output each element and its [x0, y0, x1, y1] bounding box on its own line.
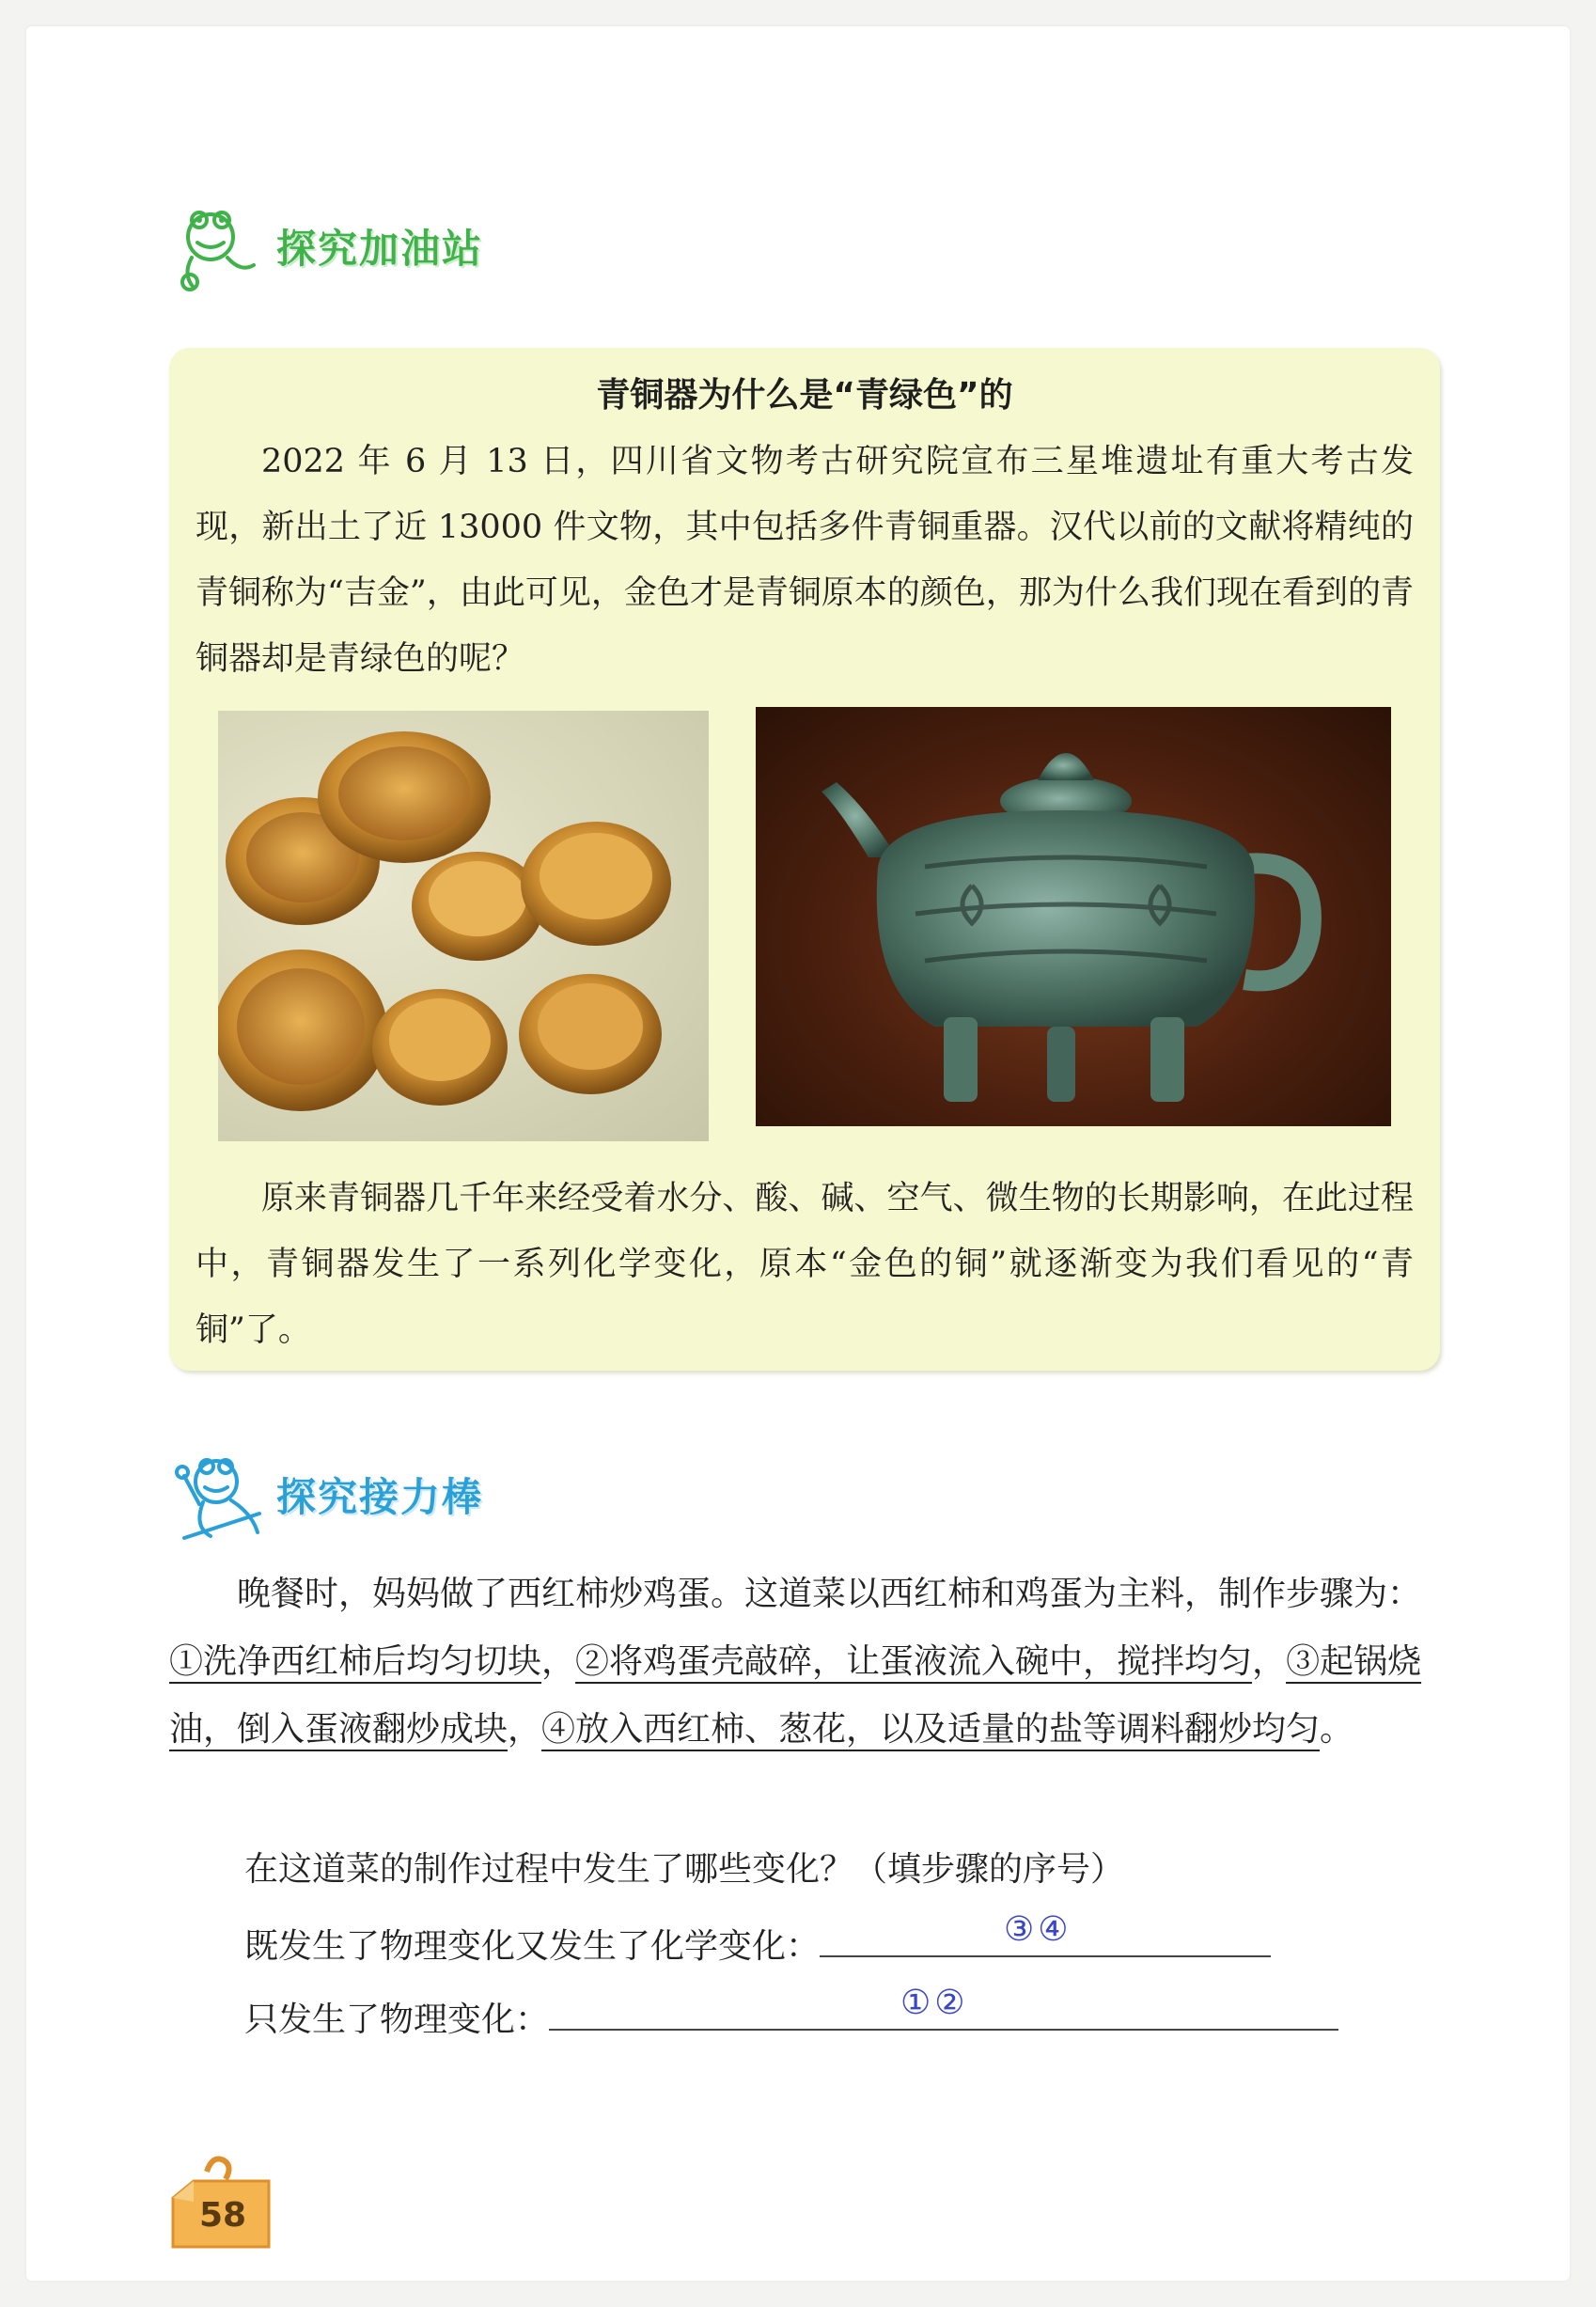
separator: ，: [508, 1710, 542, 1749]
step-3: ③起锅烧油，倒入蛋液翻炒成块: [169, 1642, 1422, 1749]
step-2: ②将鸡蛋壳敲碎，让蛋液流入碗中，搅拌均匀: [575, 1642, 1253, 1681]
info-box: [169, 348, 1440, 1371]
info-paragraph: 原来青铜器几千年来经受着水分、酸、碱、空气、微生物的长期影响，在此过程中，青铜器发生了一系列化学变化，原本“金色的铜”就逐渐变为我们看见的“青铜”了。: [196, 1180, 1414, 1349]
q2-answer-blank[interactable]: [549, 1984, 1338, 2031]
relay-paragraph: [169, 1561, 1440, 1764]
separator: ，: [1252, 1642, 1287, 1681]
q2-answer: ①②: [900, 1984, 969, 2022]
section-title: 探究接力棒: [276, 1474, 484, 1520]
bronze-teapot-photo: [756, 707, 1391, 1126]
page-number: 58: [198, 2195, 247, 2235]
step-1: ①洗净西红柿后均匀切块: [169, 1642, 542, 1681]
q1-label: 既发生了物理变化又发生了化学变化：: [244, 1927, 821, 1966]
question: [244, 1843, 1124, 1891]
frog-mascot-icon: [165, 199, 269, 293]
question-physical-and-chemical: [244, 1910, 1271, 1968]
info-box-title: 青铜器为什么是“青绿色”的: [596, 376, 1013, 415]
gold-bronze-plates-photo: [218, 711, 709, 1141]
relay-intro: 晚餐时，妈妈做了西红柿炒鸡蛋。这道菜以西红柿和鸡蛋为主料，制作步骤为：: [237, 1575, 1422, 1613]
frog-mascot-icon: [165, 1448, 269, 1542]
relay-header: [165, 1448, 483, 1542]
separator: ，: [541, 1642, 576, 1681]
page-number-tag: [165, 2153, 278, 2256]
section-title: 探究加油站: [276, 226, 484, 272]
q1-answer: ③④: [1004, 1910, 1072, 1949]
q1-answer-blank[interactable]: [820, 1910, 1271, 1957]
step-4: ④放入西红柿、葱花，以及适量的盐等调料翻炒均匀: [541, 1710, 1321, 1749]
question-physical-only: [244, 1984, 1338, 2041]
q2-label: 只发生了物理变化：: [244, 2001, 550, 2039]
explore-station-header: [165, 199, 483, 293]
question-text: 在这道菜的制作过程中发生了哪些变化？（填步骤的序号）: [244, 1850, 1125, 1889]
period: 。: [1320, 1710, 1354, 1749]
info-paragraph: 2022 年 6 月 13 日，四川省文物考古研究院宣布三星堆遗址有重大考古发现，新出土了近 13000 件文物，其中包括多件青铜重器。汉代以前的文献将精纯的青铜称为“吉金”，由此可见，金色才是青铜原本的颜色，那为什么我们现在看到的青铜器却是青绿色的呢？: [196, 443, 1414, 678]
